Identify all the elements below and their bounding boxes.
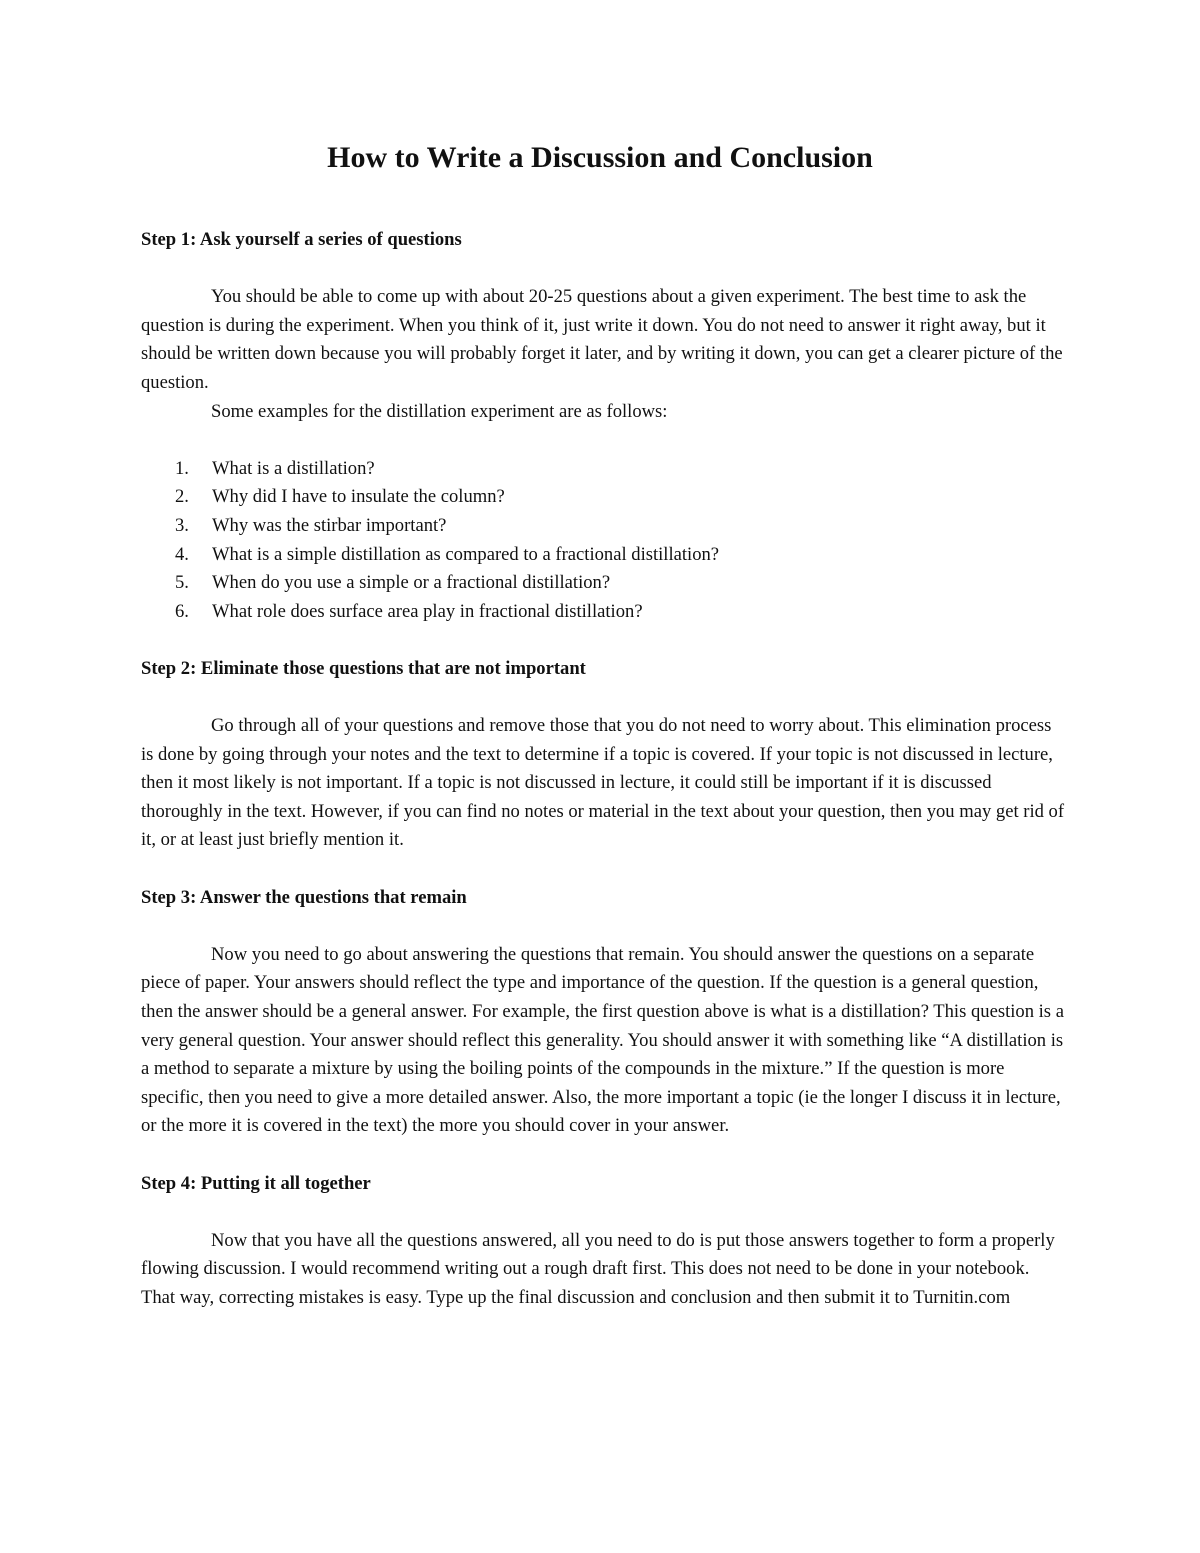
step-2-heading: Step 2: Eliminate those questions that are not important xyxy=(141,657,586,679)
list-text: Why was the stirbar important? xyxy=(212,514,447,536)
example-questions-list xyxy=(141,455,1066,627)
step-4-paragraph: Now that you have all the questions answered, all you need to do is put those answers together to form a properly flowing discussion. I would recommend writing out a rough draft first. This does not need to be done in your notebook. That way, correcting mistakes is easy. Type up the final discussion and conclusion and then submit it to Turnitin.com xyxy=(141,1229,1055,1308)
step-2-paragraph: Go through all of your questions and remove those that you do not need to worry about. This elimination process is done by going through your notes and the text to determine if a topic is covered. If your topic is not discussed in lecture, then it most likely is not important. If a topic is not discussed in lecture, it could still be important if it is discussed thoroughly in the text. However, if you can find no notes or material in the text about your question, then you may get rid of it, or at least just briefly mention it. xyxy=(141,715,1065,851)
list-number: 4. xyxy=(175,543,189,565)
list-item xyxy=(141,541,1066,570)
list-text: What is a distillation? xyxy=(212,457,375,479)
list-item xyxy=(141,569,1066,598)
spacer xyxy=(141,1198,1066,1227)
list-text: What role does surface area play in fractional distillation? xyxy=(212,600,643,622)
list-number: 2. xyxy=(175,486,189,508)
page-title: How to Write a Discussion and Conclusion xyxy=(327,141,873,174)
list-item xyxy=(141,598,1066,627)
list-number: 5. xyxy=(175,572,189,594)
list-item xyxy=(141,512,1066,541)
step-3-heading: Step 3: Answer the questions that remain xyxy=(141,886,467,908)
list-number: 1. xyxy=(175,457,189,479)
step-3-paragraph: Now you need to go about answering the questions that remain. You should answer the questions on a separate piece of paper. Your answers should reflect the type and importance of the question. If the question is a general question, then the answer should be a general answer. For example, the first question above is what is a distillation? This question is a very general question. Your answer should reflect this generality. You should answer it with something like “A distillation is a method to separate a mixture by using the boiling points of the compounds in the mixture.” If the question is more specific, then you need to give a more detailed answer. Also, the more important a topic (ie the longer I discuss it in lecture, or the more it is covered in the text) the more you should cover in your answer. xyxy=(141,943,1064,1137)
spacer xyxy=(141,684,1066,713)
spacer xyxy=(141,255,1066,284)
list-number: 3. xyxy=(175,514,189,536)
step-1-examples-intro: Some examples for the distillation experiment are as follows: xyxy=(211,400,668,422)
document-body xyxy=(141,226,1066,1313)
list-text: Why did I have to insulate the column? xyxy=(212,486,505,508)
spacer xyxy=(141,1141,1066,1170)
list-item xyxy=(141,455,1066,484)
spacer xyxy=(141,426,1066,455)
list-text: When do you use a simple or a fractional distillation? xyxy=(212,572,611,594)
spacer xyxy=(141,855,1066,884)
step-1-paragraph: You should be able to come up with about 20-25 questions about a given experiment. The best time to ask the question is during the experiment. When you think of it, just write it down. You do not need to answer it right away, but it should be written down because you will probably forget it later, and by writing it down, you can get a clearer picture of the question. xyxy=(141,286,1063,393)
step-1-heading: Step 1: Ask yourself a series of questions xyxy=(141,229,462,250)
list-item xyxy=(141,483,1066,512)
list-number: 6. xyxy=(175,600,189,622)
spacer xyxy=(141,626,1066,655)
list-text: What is a simple distillation as compared to a fractional distillation? xyxy=(212,543,720,565)
step-4-heading: Step 4: Putting it all together xyxy=(141,1172,371,1194)
spacer xyxy=(141,912,1066,941)
